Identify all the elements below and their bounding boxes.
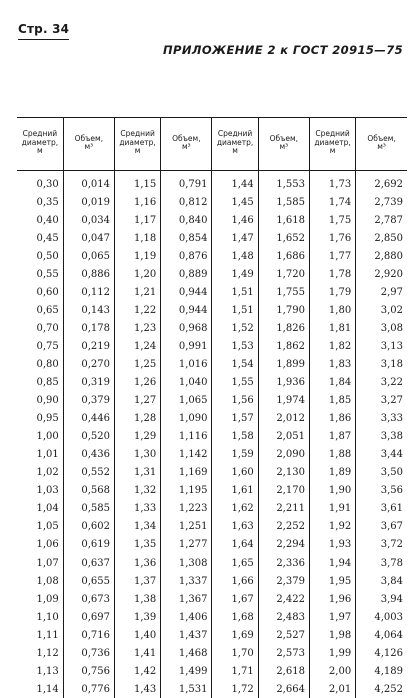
- volume-cell: 1,790: [258, 301, 309, 319]
- volume-cell: 0,619: [63, 536, 114, 554]
- diameter-cell: 1,90: [309, 482, 355, 500]
- volume-cell: 0,716: [63, 626, 114, 644]
- table-row: [17, 193, 407, 211]
- table-row: [17, 536, 407, 554]
- volume-cell: 0,552: [63, 464, 114, 482]
- table-row: [17, 680, 407, 698]
- diameter-cell: 1,83: [309, 355, 355, 373]
- diameter-cell: 1,43: [114, 680, 160, 698]
- diameter-cell: 1,45: [212, 193, 258, 211]
- volume-cell: 1,720: [258, 265, 309, 283]
- volume-cell: 0,446: [63, 410, 114, 428]
- diameter-cell: 1,04: [17, 500, 63, 518]
- volume-cell: 2,880: [356, 247, 407, 265]
- volume-cell: 0,047: [63, 229, 114, 247]
- volume-cell: 4,003: [356, 608, 407, 626]
- diameter-cell: 1,82: [309, 337, 355, 355]
- diameter-cell: 1,77: [309, 247, 355, 265]
- diameter-cell: 1,01: [17, 446, 63, 464]
- diameter-cell: 1,29: [114, 428, 160, 446]
- diameter-cell: 1,92: [309, 518, 355, 536]
- volume-cell: 0,219: [63, 337, 114, 355]
- diameter-cell: 1,68: [212, 608, 258, 626]
- page-number: Стр. 34: [18, 22, 69, 40]
- diameter-cell: 1,78: [309, 265, 355, 283]
- volume-header: Объем, м³: [258, 118, 309, 171]
- diameter-cell: 0,55: [17, 265, 63, 283]
- volume-cell: 1,142: [161, 446, 212, 464]
- diameter-cell: 1,27: [114, 392, 160, 410]
- diameter-header: Средний диаметр, м: [114, 118, 160, 171]
- volume-cell: 1,531: [161, 680, 212, 698]
- diameter-cell: 1,48: [212, 247, 258, 265]
- table-row: [17, 554, 407, 572]
- volume-cell: 0,776: [63, 680, 114, 698]
- diameter-cell: 1,96: [309, 590, 355, 608]
- volume-cell: 3,84: [356, 572, 407, 590]
- volume-cell: 0,568: [63, 482, 114, 500]
- volume-cell: 3,18: [356, 355, 407, 373]
- diameter-cell: 1,11: [17, 626, 63, 644]
- volume-cell: 0,673: [63, 590, 114, 608]
- volume-cell: 3,38: [356, 428, 407, 446]
- diameter-cell: 1,70: [212, 644, 258, 662]
- table-row: [17, 301, 407, 319]
- volume-cell: 1,337: [161, 572, 212, 590]
- diameter-cell: 1,18: [114, 229, 160, 247]
- diameter-cell: 1,21: [114, 283, 160, 301]
- volume-cell: 3,50: [356, 464, 407, 482]
- table-row: [17, 644, 407, 662]
- volume-cell: 0,812: [161, 193, 212, 211]
- volume-cell: 1,367: [161, 590, 212, 608]
- diameter-header: Средний диаметр, м: [17, 118, 63, 171]
- table-row: [17, 626, 407, 644]
- volume-cell: 0,112: [63, 283, 114, 301]
- diameter-cell: 0,85: [17, 374, 63, 392]
- volume-cell: 0,270: [63, 355, 114, 373]
- diameter-cell: 1,59: [212, 446, 258, 464]
- table-row: [17, 608, 407, 626]
- table-header-row: [17, 118, 407, 171]
- volume-cell: 3,94: [356, 590, 407, 608]
- volume-cell: 1,499: [161, 662, 212, 680]
- diameter-cell: 1,03: [17, 482, 63, 500]
- diameter-cell: 0,30: [17, 171, 63, 194]
- volume-cell: 1,251: [161, 518, 212, 536]
- diameter-cell: 1,89: [309, 464, 355, 482]
- volume-cell: 0,019: [63, 193, 114, 211]
- diameter-cell: 1,54: [212, 355, 258, 373]
- diameter-cell: 1,08: [17, 572, 63, 590]
- volume-cell: 3,08: [356, 319, 407, 337]
- diameter-cell: 1,99: [309, 644, 355, 662]
- volume-cell: 2,573: [258, 644, 309, 662]
- volume-cell: 0,876: [161, 247, 212, 265]
- table-row: [17, 590, 407, 608]
- diameter-cell: 0,40: [17, 211, 63, 229]
- table-row: [17, 518, 407, 536]
- volume-cell: 0,991: [161, 337, 212, 355]
- diameter-cell: 1,84: [309, 374, 355, 392]
- diameter-cell: 1,42: [114, 662, 160, 680]
- volume-cell: 1,195: [161, 482, 212, 500]
- diameter-cell: 1,14: [17, 680, 63, 698]
- table-row: [17, 283, 407, 301]
- diameter-cell: 1,38: [114, 590, 160, 608]
- diameter-cell: 1,40: [114, 626, 160, 644]
- volume-cell: 3,56: [356, 482, 407, 500]
- diameter-cell: 1,26: [114, 374, 160, 392]
- volume-cell: 0,968: [161, 319, 212, 337]
- volume-cell: 2,920: [356, 265, 407, 283]
- volume-cell: 2,850: [356, 229, 407, 247]
- volume-cell: 2,739: [356, 193, 407, 211]
- diameter-cell: 1,98: [309, 626, 355, 644]
- volume-cell: 1,040: [161, 374, 212, 392]
- volume-cell: 2,97: [356, 283, 407, 301]
- volume-cell: 2,336: [258, 554, 309, 572]
- volume-cell: 0,854: [161, 229, 212, 247]
- diameter-cell: 1,05: [17, 518, 63, 536]
- volume-cell: 0,791: [161, 171, 212, 194]
- volume-cell: 1,936: [258, 374, 309, 392]
- volume-cell: 3,13: [356, 337, 407, 355]
- diameter-cell: 1,22: [114, 301, 160, 319]
- volume-header: Объем, м³: [63, 118, 114, 171]
- diameter-cell: 1,37: [114, 572, 160, 590]
- diameter-cell: 1,47: [212, 229, 258, 247]
- volume-cell: 1,899: [258, 355, 309, 373]
- volume-cell: 0,944: [161, 283, 212, 301]
- diameter-cell: 1,34: [114, 518, 160, 536]
- volume-cell: 2,483: [258, 608, 309, 626]
- volume-cell: 3,27: [356, 392, 407, 410]
- diameter-cell: 1,88: [309, 446, 355, 464]
- volume-cell: 2,379: [258, 572, 309, 590]
- diameter-cell: 1,72: [212, 680, 258, 698]
- diameter-cell: 0,70: [17, 319, 63, 337]
- volume-table: [17, 117, 407, 698]
- table-row: [17, 482, 407, 500]
- volume-cell: 1,406: [161, 608, 212, 626]
- diameter-cell: 0,35: [17, 193, 63, 211]
- diameter-cell: 1,58: [212, 428, 258, 446]
- diameter-cell: 1,49: [212, 265, 258, 283]
- volume-cell: 2,012: [258, 410, 309, 428]
- table-row: [17, 247, 407, 265]
- diameter-cell: 0,65: [17, 301, 63, 319]
- diameter-cell: 1,20: [114, 265, 160, 283]
- table-body: [17, 171, 407, 698]
- table-row: [17, 229, 407, 247]
- diameter-cell: 1,12: [17, 644, 63, 662]
- volume-cell: 2,692: [356, 171, 407, 194]
- table-row: [17, 319, 407, 337]
- volume-cell: 3,22: [356, 374, 407, 392]
- diameter-cell: 1,17: [114, 211, 160, 229]
- table-row: [17, 428, 407, 446]
- volume-cell: 2,787: [356, 211, 407, 229]
- diameter-cell: 1,32: [114, 482, 160, 500]
- diameter-cell: 0,80: [17, 355, 63, 373]
- volume-cell: 2,294: [258, 536, 309, 554]
- diameter-cell: 1,25: [114, 355, 160, 373]
- volume-cell: 1,116: [161, 428, 212, 446]
- diameter-cell: 1,63: [212, 518, 258, 536]
- volume-cell: 0,602: [63, 518, 114, 536]
- volume-cell: 3,02: [356, 301, 407, 319]
- volume-cell: 1,618: [258, 211, 309, 229]
- diameter-cell: 1,51: [212, 301, 258, 319]
- table-row: [17, 374, 407, 392]
- diameter-cell: 1,97: [309, 608, 355, 626]
- volume-cell: 0,436: [63, 446, 114, 464]
- volume-cell: 2,170: [258, 482, 309, 500]
- volume-cell: 2,130: [258, 464, 309, 482]
- diameter-cell: 1,53: [212, 337, 258, 355]
- diameter-cell: 1,65: [212, 554, 258, 572]
- diameter-cell: 1,09: [17, 590, 63, 608]
- volume-cell: 1,686: [258, 247, 309, 265]
- diameter-cell: 1,85: [309, 392, 355, 410]
- volume-cell: 1,826: [258, 319, 309, 337]
- table-row: [17, 211, 407, 229]
- volume-cell: 0,014: [63, 171, 114, 194]
- diameter-cell: 1,69: [212, 626, 258, 644]
- volume-cell: 4,189: [356, 662, 407, 680]
- volume-cell: 0,889: [161, 265, 212, 283]
- volume-cell: 0,756: [63, 662, 114, 680]
- volume-cell: 2,211: [258, 500, 309, 518]
- diameter-cell: 1,52: [212, 319, 258, 337]
- diameter-cell: 1,30: [114, 446, 160, 464]
- volume-cell: 0,944: [161, 301, 212, 319]
- volume-cell: 0,034: [63, 211, 114, 229]
- volume-cell: 2,252: [258, 518, 309, 536]
- diameter-cell: 0,45: [17, 229, 63, 247]
- volume-cell: 2,422: [258, 590, 309, 608]
- diameter-cell: 1,46: [212, 211, 258, 229]
- diameter-cell: 0,90: [17, 392, 63, 410]
- diameter-cell: 1,00: [17, 428, 63, 446]
- diameter-cell: 2,00: [309, 662, 355, 680]
- volume-cell: 2,527: [258, 626, 309, 644]
- diameter-cell: 1,31: [114, 464, 160, 482]
- diameter-cell: 1,10: [17, 608, 63, 626]
- volume-cell: 3,78: [356, 554, 407, 572]
- table-row: [17, 265, 407, 283]
- volume-header: Объем, м³: [356, 118, 407, 171]
- volume-cell: 0,065: [63, 247, 114, 265]
- diameter-cell: 1,23: [114, 319, 160, 337]
- diameter-cell: 1,51: [212, 283, 258, 301]
- table-row: [17, 171, 407, 194]
- table-row: [17, 572, 407, 590]
- diameter-cell: 1,91: [309, 500, 355, 518]
- diameter-cell: 1,16: [114, 193, 160, 211]
- table-row: [17, 337, 407, 355]
- diameter-cell: 1,73: [309, 171, 355, 194]
- volume-cell: 0,143: [63, 301, 114, 319]
- volume-cell: 3,72: [356, 536, 407, 554]
- volume-cell: 1,862: [258, 337, 309, 355]
- diameter-cell: 1,94: [309, 554, 355, 572]
- volume-cell: 1,468: [161, 644, 212, 662]
- diameter-cell: 1,67: [212, 590, 258, 608]
- diameter-header: Средний диаметр, м: [309, 118, 355, 171]
- volume-cell: 1,652: [258, 229, 309, 247]
- volume-cell: 1,553: [258, 171, 309, 194]
- diameter-cell: 1,19: [114, 247, 160, 265]
- diameter-cell: 1,93: [309, 536, 355, 554]
- diameter-cell: 1,66: [212, 572, 258, 590]
- diameter-cell: 1,44: [212, 171, 258, 194]
- diameter-cell: 1,07: [17, 554, 63, 572]
- volume-cell: 0,178: [63, 319, 114, 337]
- diameter-header: Средний диаметр, м: [212, 118, 258, 171]
- diameter-cell: 1,71: [212, 662, 258, 680]
- diameter-cell: 1,79: [309, 283, 355, 301]
- diameter-cell: 0,50: [17, 247, 63, 265]
- diameter-cell: 1,41: [114, 644, 160, 662]
- diameter-cell: 1,57: [212, 410, 258, 428]
- volume-cell: 2,664: [258, 680, 309, 698]
- volume-cell: 1,277: [161, 536, 212, 554]
- volume-cell: 3,33: [356, 410, 407, 428]
- table-row: [17, 355, 407, 373]
- diameter-cell: 1,64: [212, 536, 258, 554]
- volume-cell: 0,840: [161, 211, 212, 229]
- volume-cell: 4,252: [356, 680, 407, 698]
- volume-cell: 1,308: [161, 554, 212, 572]
- volume-cell: 2,618: [258, 662, 309, 680]
- table-row: [17, 392, 407, 410]
- volume-cell: 3,61: [356, 500, 407, 518]
- volume-cell: 0,585: [63, 500, 114, 518]
- volume-cell: 1,437: [161, 626, 212, 644]
- diameter-cell: 1,13: [17, 662, 63, 680]
- volume-cell: 3,44: [356, 446, 407, 464]
- diameter-cell: 1,75: [309, 211, 355, 229]
- volume-cell: 1,974: [258, 392, 309, 410]
- table-row: [17, 410, 407, 428]
- volume-cell: 4,126: [356, 644, 407, 662]
- volume-cell: 4,064: [356, 626, 407, 644]
- volume-cell: 1,065: [161, 392, 212, 410]
- volume-cell: 0,655: [63, 572, 114, 590]
- diameter-cell: 1,56: [212, 392, 258, 410]
- diameter-cell: 1,62: [212, 500, 258, 518]
- table-row: [17, 662, 407, 680]
- volume-cell: 1,585: [258, 193, 309, 211]
- volume-header: Объем, м³: [161, 118, 212, 171]
- appendix-title: ПРИЛОЖЕНИЕ 2 к ГОСТ 20915—75: [163, 43, 403, 57]
- volume-cell: 1,755: [258, 283, 309, 301]
- volume-cell: 2,051: [258, 428, 309, 446]
- diameter-cell: 1,76: [309, 229, 355, 247]
- diameter-cell: 1,95: [309, 572, 355, 590]
- table-row: [17, 500, 407, 518]
- volume-cell: 0,319: [63, 374, 114, 392]
- volume-cell: 0,697: [63, 608, 114, 626]
- diameter-cell: 1,61: [212, 482, 258, 500]
- diameter-cell: 1,87: [309, 428, 355, 446]
- diameter-cell: 1,28: [114, 410, 160, 428]
- diameter-cell: 1,35: [114, 536, 160, 554]
- diameter-cell: 1,86: [309, 410, 355, 428]
- diameter-cell: 1,24: [114, 337, 160, 355]
- diameter-cell: 0,75: [17, 337, 63, 355]
- volume-cell: 1,223: [161, 500, 212, 518]
- diameter-cell: 1,36: [114, 554, 160, 572]
- diameter-cell: 1,33: [114, 500, 160, 518]
- diameter-cell: 1,60: [212, 464, 258, 482]
- diameter-cell: 1,39: [114, 608, 160, 626]
- diameter-cell: 1,55: [212, 374, 258, 392]
- diameter-cell: 1,06: [17, 536, 63, 554]
- volume-cell: 1,090: [161, 410, 212, 428]
- volume-cell: 1,169: [161, 464, 212, 482]
- volume-cell: 0,637: [63, 554, 114, 572]
- diameter-cell: 0,95: [17, 410, 63, 428]
- diameter-cell: 2,01: [309, 680, 355, 698]
- volume-cell: 0,520: [63, 428, 114, 446]
- volume-cell: 0,886: [63, 265, 114, 283]
- volume-cell: 3,67: [356, 518, 407, 536]
- diameter-cell: 0,60: [17, 283, 63, 301]
- diameter-cell: 1,74: [309, 193, 355, 211]
- volume-cell: 1,016: [161, 355, 212, 373]
- diameter-cell: 1,80: [309, 301, 355, 319]
- volume-cell: 0,736: [63, 644, 114, 662]
- volume-cell: 0,379: [63, 392, 114, 410]
- table-row: [17, 464, 407, 482]
- diameter-cell: 1,02: [17, 464, 63, 482]
- volume-cell: 2,090: [258, 446, 309, 464]
- diameter-cell: 1,15: [114, 171, 160, 194]
- table-row: [17, 446, 407, 464]
- diameter-cell: 1,81: [309, 319, 355, 337]
